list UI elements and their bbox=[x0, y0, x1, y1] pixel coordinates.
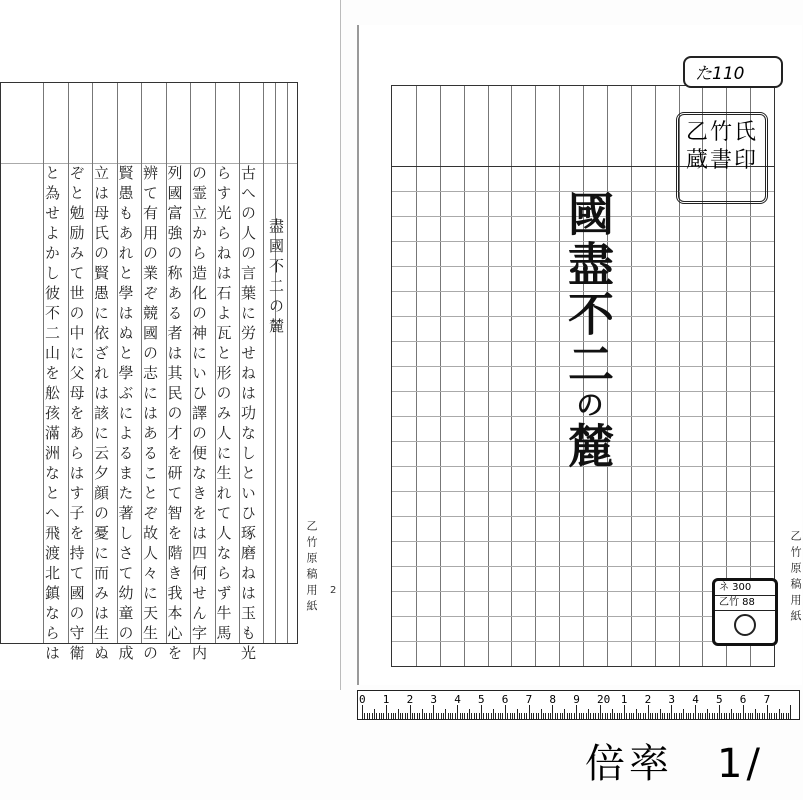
call-number-label: た110 bbox=[683, 56, 783, 88]
measurement-ruler bbox=[357, 690, 800, 720]
ruler-tick bbox=[545, 713, 546, 719]
ruler-tick bbox=[757, 713, 758, 719]
ruler-tick bbox=[514, 713, 515, 719]
ruler-tick bbox=[524, 713, 525, 719]
grid-line bbox=[440, 86, 441, 666]
ruler-tick bbox=[783, 713, 784, 719]
ruler-number: 9 bbox=[573, 693, 580, 706]
ruler-number: 20 bbox=[597, 693, 611, 706]
ruler-tick bbox=[550, 713, 551, 719]
ruler-tick bbox=[667, 713, 668, 719]
ruler-tick bbox=[629, 713, 630, 719]
ruler-tick bbox=[764, 713, 765, 719]
ruler-number: 1 bbox=[620, 693, 628, 706]
text-column: ぞと勉励みて世の中に父母をあらはす子を持て國の守衛 bbox=[67, 165, 86, 665]
ruler-tick bbox=[645, 713, 646, 719]
ruler-tick bbox=[755, 709, 756, 719]
ruler-tick bbox=[529, 705, 530, 719]
ruler-tick bbox=[507, 713, 508, 719]
ruler-tick bbox=[567, 713, 568, 719]
ruler-tick bbox=[386, 705, 387, 719]
ruler-tick bbox=[560, 713, 561, 719]
ruler-tick bbox=[705, 713, 706, 719]
ruler-tick bbox=[788, 713, 789, 719]
ruler-tick bbox=[555, 713, 556, 719]
ruler-tick bbox=[624, 705, 625, 719]
ruler-tick bbox=[655, 713, 656, 719]
ruler-tick bbox=[552, 705, 553, 719]
ruler-tick bbox=[481, 705, 482, 719]
ruler-tick bbox=[512, 713, 513, 719]
ruler-tick bbox=[395, 713, 396, 719]
grid-line bbox=[631, 86, 632, 666]
ruler-tick bbox=[571, 713, 572, 719]
ruler-tick bbox=[407, 713, 408, 719]
text-column: の霊立から造化の神にいひ譯の便なきをは四何せん字内 bbox=[190, 165, 208, 665]
grid-line bbox=[392, 566, 774, 567]
ruler-tick bbox=[726, 713, 727, 719]
ruler-tick bbox=[693, 713, 694, 719]
ruler-tick bbox=[779, 709, 780, 719]
ruler-tick bbox=[486, 713, 487, 719]
ruler-tick bbox=[519, 713, 520, 719]
ruler-tick bbox=[388, 713, 389, 719]
ruler-tick bbox=[640, 713, 641, 719]
ruler-tick bbox=[583, 713, 584, 719]
grid-line bbox=[263, 83, 264, 643]
ruler-number: 4 bbox=[692, 693, 699, 706]
ruler-tick bbox=[460, 713, 461, 719]
ruler-tick bbox=[724, 713, 725, 719]
ruler-tick bbox=[745, 713, 746, 719]
stamp-circle bbox=[734, 614, 756, 636]
ownership-seal: 乙竹氏蔵書印 bbox=[676, 112, 768, 204]
ruler-tick bbox=[445, 709, 446, 719]
ruler-tick bbox=[669, 713, 670, 719]
right-publisher-label: 乙竹原稿用紙 bbox=[789, 530, 802, 626]
ruler-tick bbox=[531, 713, 532, 719]
ruler-tick bbox=[364, 713, 365, 719]
stamp-row-1: ネ 300 bbox=[715, 581, 775, 596]
ruler-tick bbox=[750, 713, 751, 719]
ruler-tick bbox=[548, 713, 549, 719]
ruler-tick bbox=[602, 713, 603, 719]
ruler-tick bbox=[619, 713, 620, 719]
ruler-tick bbox=[505, 705, 506, 719]
ruler-tick bbox=[581, 713, 582, 719]
title-end: 麓 bbox=[561, 422, 615, 472]
ruler-tick bbox=[657, 713, 658, 719]
ruler-number: 3 bbox=[430, 693, 438, 706]
ruler-number: 8 bbox=[549, 693, 557, 706]
ruler-tick bbox=[707, 709, 708, 719]
ruler-tick bbox=[709, 713, 710, 719]
ruler-tick bbox=[683, 709, 684, 719]
ruler-tick bbox=[698, 713, 699, 719]
ruler-tick bbox=[736, 713, 737, 719]
ruler-tick bbox=[648, 705, 649, 719]
ruler-tick bbox=[488, 713, 489, 719]
ruler-tick bbox=[636, 709, 637, 719]
ruler-tick bbox=[405, 713, 406, 719]
ruler-tick bbox=[590, 713, 591, 719]
ruler-number: 0 bbox=[359, 693, 366, 706]
ruler-tick bbox=[786, 713, 787, 719]
ruler-tick bbox=[593, 713, 594, 719]
ruler-number: 2 bbox=[644, 693, 652, 706]
ruler-tick bbox=[712, 713, 713, 719]
ruler-tick bbox=[441, 713, 442, 719]
ruler-tick bbox=[517, 709, 518, 719]
ruler-tick bbox=[731, 709, 732, 719]
ruler-tick bbox=[617, 713, 618, 719]
ruler-tick bbox=[495, 713, 496, 719]
ruler-number: 7 bbox=[763, 693, 771, 706]
ruler-tick bbox=[605, 713, 606, 719]
ruler-tick bbox=[479, 713, 480, 719]
text-column: 列國富強の称ある者は其民の才を研て智を階き我本心を bbox=[165, 165, 184, 665]
ruler-tick bbox=[614, 713, 615, 719]
ruler-tick bbox=[393, 713, 394, 719]
ruler-tick bbox=[564, 709, 565, 719]
ruler-tick bbox=[500, 713, 501, 719]
ruler-tick bbox=[457, 705, 458, 719]
ruler-number: 6 bbox=[739, 693, 747, 706]
ruler-tick bbox=[740, 713, 741, 719]
grid-line bbox=[392, 541, 774, 542]
ruler-tick bbox=[631, 713, 632, 719]
text-column: 辨て有用の業ぞ競國の志にはあることぞ故人々に天生の bbox=[141, 165, 159, 665]
ruler-tick bbox=[660, 709, 661, 719]
ruler-tick bbox=[562, 713, 563, 719]
ruler-tick bbox=[533, 713, 534, 719]
ruler-tick bbox=[417, 713, 418, 719]
ruler-number: 5 bbox=[478, 693, 485, 706]
ruler-tick bbox=[422, 709, 423, 719]
ruler-tick bbox=[681, 713, 682, 719]
ruler-tick bbox=[541, 709, 542, 719]
ruler-tick bbox=[579, 713, 580, 719]
ruler-tick bbox=[412, 713, 413, 719]
ruler-tick bbox=[498, 713, 499, 719]
magnification-label: 倍率 1/ bbox=[585, 741, 764, 787]
ruler-tick bbox=[626, 713, 627, 719]
ruler-tick bbox=[471, 713, 472, 719]
ruler-tick bbox=[381, 713, 382, 719]
ruler-tick bbox=[729, 713, 730, 719]
ruler-tick bbox=[462, 713, 463, 719]
grid-line bbox=[416, 86, 417, 666]
ruler-number: 7 bbox=[525, 693, 533, 706]
ruler-tick bbox=[576, 705, 577, 719]
ruler-tick bbox=[688, 713, 689, 719]
ruler-tick bbox=[686, 713, 687, 719]
ruler-number: 2 bbox=[406, 693, 414, 706]
ruler-tick bbox=[402, 713, 403, 719]
ruler-tick bbox=[738, 713, 739, 719]
text-column: 立は母氏の賢愚に依ざれは該に云夕顔の憂に而みは生ぬ bbox=[92, 165, 110, 665]
ruler-tick bbox=[543, 713, 544, 719]
grid-line bbox=[511, 86, 512, 666]
text-column: 古への人の言葉に労せねは功なしといひ琢磨ねは玉も光 bbox=[239, 165, 257, 665]
ruler-tick bbox=[398, 709, 399, 719]
ruler-tick bbox=[474, 713, 475, 719]
ruler-tick bbox=[607, 713, 608, 719]
ruler-tick bbox=[493, 709, 494, 719]
ruler-tick bbox=[595, 713, 596, 719]
ruler-tick bbox=[433, 705, 434, 719]
ruler-tick bbox=[774, 713, 775, 719]
ruler-tick bbox=[448, 713, 449, 719]
ruler-tick bbox=[664, 713, 665, 719]
ruler-tick bbox=[424, 713, 425, 719]
ruler-tick bbox=[526, 713, 527, 719]
ruler-tick bbox=[452, 713, 453, 719]
ruler-tick bbox=[476, 713, 477, 719]
ruler-tick bbox=[674, 713, 675, 719]
ruler-tick bbox=[733, 713, 734, 719]
ruler-tick bbox=[464, 713, 465, 719]
ruler-tick bbox=[743, 705, 744, 719]
left-page bbox=[0, 0, 341, 690]
ruler-tick bbox=[610, 713, 611, 719]
ruler-tick bbox=[383, 713, 384, 719]
ruler-tick bbox=[679, 713, 680, 719]
text-column: 賢愚もあれと學はぬと學ぶによるまた著しさて幼童の成 bbox=[116, 165, 135, 665]
ruler-tick bbox=[717, 713, 718, 719]
grid-line bbox=[392, 516, 774, 517]
ruler-tick bbox=[374, 709, 375, 719]
ruler-tick bbox=[536, 713, 537, 719]
ruler-tick bbox=[700, 713, 701, 719]
ruler-tick bbox=[714, 713, 715, 719]
ruler-number: 5 bbox=[716, 693, 723, 706]
ruler-number: 6 bbox=[501, 693, 509, 706]
ruler-tick bbox=[719, 705, 720, 719]
ruler-tick bbox=[600, 705, 601, 719]
ruler-tick bbox=[376, 713, 377, 719]
ruler-tick bbox=[695, 705, 696, 719]
ruler-tick bbox=[752, 713, 753, 719]
ruler-tick bbox=[569, 713, 570, 719]
stamp-row-2: 乙竹 88 bbox=[715, 596, 775, 611]
ruler-number: 3 bbox=[668, 693, 676, 706]
ruler-tick bbox=[586, 713, 587, 719]
ruler-tick bbox=[721, 713, 722, 719]
ruler-tick bbox=[369, 713, 370, 719]
ruler-tick bbox=[379, 713, 380, 719]
ruler-tick bbox=[414, 713, 415, 719]
title-main: 國盡不二 bbox=[561, 190, 615, 390]
ruler-tick bbox=[467, 713, 468, 719]
ruler-tick bbox=[483, 713, 484, 719]
ruler-tick bbox=[557, 713, 558, 719]
ruler-number: 4 bbox=[454, 693, 461, 706]
library-stamp bbox=[712, 578, 778, 646]
ruler-number: 1 bbox=[382, 693, 390, 706]
page-number: 2 bbox=[330, 585, 337, 596]
ruler-tick bbox=[426, 713, 427, 719]
ruler-tick bbox=[429, 713, 430, 719]
ruler-tick bbox=[372, 713, 373, 719]
ruler-tick bbox=[652, 713, 653, 719]
ruler-tick bbox=[676, 713, 677, 719]
ruler-tick bbox=[491, 713, 492, 719]
ruler-tick bbox=[450, 713, 451, 719]
ruler-tick bbox=[438, 713, 439, 719]
ruler-tick bbox=[638, 713, 639, 719]
ruler-tick bbox=[469, 709, 470, 719]
ruler-tick bbox=[410, 705, 411, 719]
ruler-tick bbox=[650, 713, 651, 719]
ruler-tick bbox=[759, 713, 760, 719]
ruler-tick bbox=[521, 713, 522, 719]
ruler-tick bbox=[748, 713, 749, 719]
grid-line bbox=[655, 86, 656, 666]
ruler-tick bbox=[776, 713, 777, 719]
ruler-tick bbox=[574, 713, 575, 719]
text-column: と為せよかし彼不二山を舩孩滿洲なとへ飛渡北鎮ならは bbox=[43, 165, 61, 665]
ruler-tick bbox=[391, 713, 392, 719]
ruler-tick bbox=[781, 713, 782, 719]
left-header: 盡國不二の麓 bbox=[267, 218, 285, 338]
ruler-tick bbox=[436, 713, 437, 719]
ruler-tick bbox=[771, 713, 772, 719]
left-publisher-label: 乙竹原稿用紙 bbox=[305, 520, 318, 616]
ruler-tick bbox=[621, 713, 622, 719]
grid-line bbox=[287, 83, 288, 643]
ruler-tick bbox=[662, 713, 663, 719]
ruler-tick bbox=[588, 709, 589, 719]
ruler-tick bbox=[538, 713, 539, 719]
grid-line bbox=[488, 86, 489, 666]
ruler-tick bbox=[400, 713, 401, 719]
ruler-tick bbox=[419, 713, 420, 719]
ruler-tick bbox=[431, 713, 432, 719]
ruler-tick bbox=[455, 713, 456, 719]
ruler-tick bbox=[671, 705, 672, 719]
ruler-tick bbox=[443, 713, 444, 719]
ruler-tick bbox=[598, 713, 599, 719]
manuscript-title bbox=[555, 190, 621, 472]
title-particle: の bbox=[572, 390, 605, 422]
ruler-tick bbox=[762, 713, 763, 719]
ruler-tick bbox=[767, 705, 768, 719]
grid-line bbox=[464, 86, 465, 666]
text-column: らす光らねは石よ瓦と形のみ人に生れて人ならず牛馬 bbox=[214, 165, 233, 645]
ruler-tick bbox=[502, 713, 503, 719]
ruler-tick bbox=[643, 713, 644, 719]
ruler-tick bbox=[367, 713, 368, 719]
grid-line bbox=[392, 491, 774, 492]
ruler-tick bbox=[690, 713, 691, 719]
grid-line bbox=[275, 83, 276, 643]
grid-line bbox=[535, 86, 536, 666]
ruler-tick bbox=[633, 713, 634, 719]
ruler-tick bbox=[510, 713, 511, 719]
ruler-tick bbox=[790, 705, 791, 719]
ruler-tick bbox=[362, 705, 363, 719]
ruler-tick bbox=[702, 713, 703, 719]
ruler-tick bbox=[769, 713, 770, 719]
ruler-tick bbox=[612, 709, 613, 719]
